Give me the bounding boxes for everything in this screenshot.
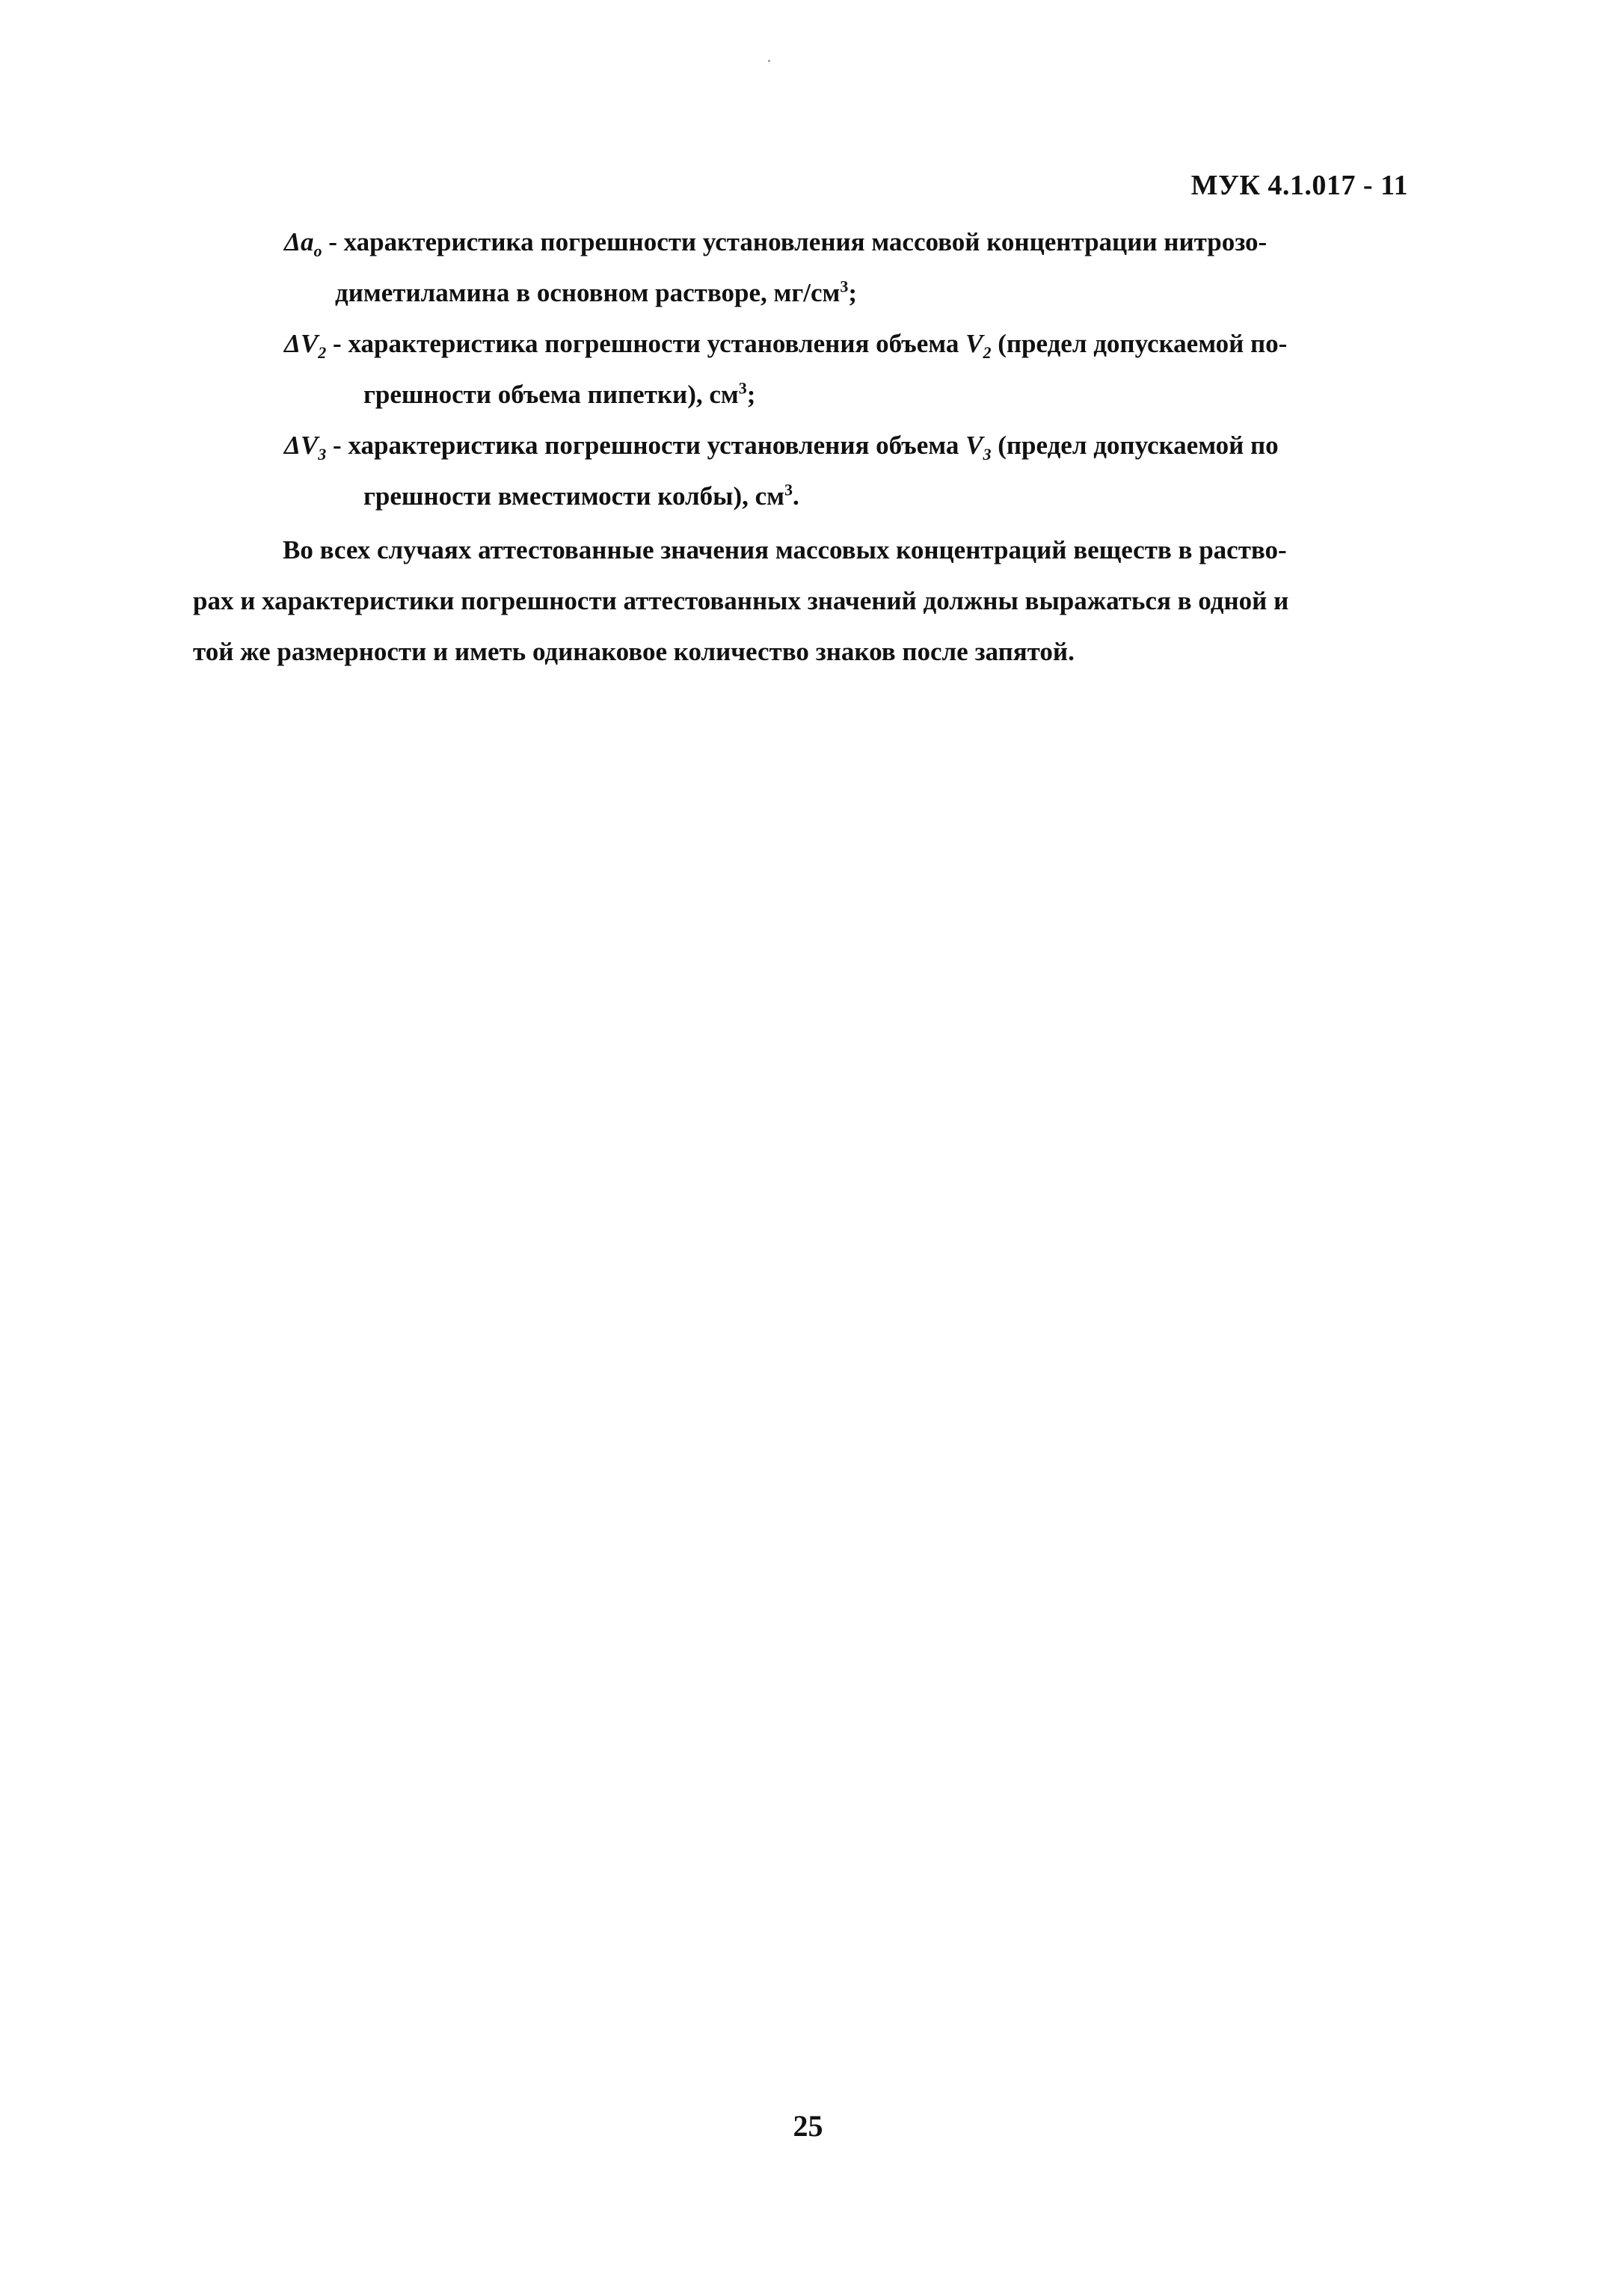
definition-symbol: $\Delta V_3$: [284, 431, 327, 464]
page-number: 25: [793, 2109, 823, 2143]
document-body: [193, 217, 1413, 677]
definition-item: [193, 217, 1413, 318]
scan-speck: [768, 60, 770, 62]
document-code: МУК 4.1.017 - 11: [1191, 170, 1408, 201]
definition-line: грешности объема пипетки), $см^3$;: [363, 378, 756, 409]
definition-item: [193, 318, 1413, 420]
paragraph-line: той же размерности и иметь одинаковое количество знаков после запятой.: [193, 637, 1075, 666]
definition-symbol: $\Delta V_2$: [284, 329, 327, 362]
definition-line: $\Delta V_2$ - характеристика погрешности установления объема $V_2$ (предел допускаемой по-: [284, 329, 1288, 362]
variable-symbol: $V_3$: [965, 431, 992, 464]
paragraph-line: рах и характеристики погрешности аттестованных значений должны выражаться в одной и: [193, 586, 1289, 615]
definition-line: $\Delta V_3$ - характеристика погрешности установления объема $V_3$ (предел допускаемой по: [284, 431, 1279, 464]
paragraph-line: Во всех случаях аттестованные значения массовых концентраций веществ в раство-: [283, 535, 1287, 564]
variable-symbol: $V_2$: [965, 329, 992, 362]
definition-line: $\Delta a_o$ - характеристика погрешности установления массовой концентрации нитрозо-: [284, 227, 1268, 260]
paragraph: [193, 525, 1413, 677]
definition-text: характеристика погрешности установления массовой концентрации нитрозо-: [343, 227, 1268, 256]
definition-item: [193, 420, 1413, 522]
definition-symbol: $\Delta a_o$: [284, 227, 322, 260]
definition-line: грешности вместимости колбы), $см^3$.: [363, 480, 799, 511]
definition-line: диметиламина в основном растворе, $мг/см^3$;: [335, 277, 857, 307]
